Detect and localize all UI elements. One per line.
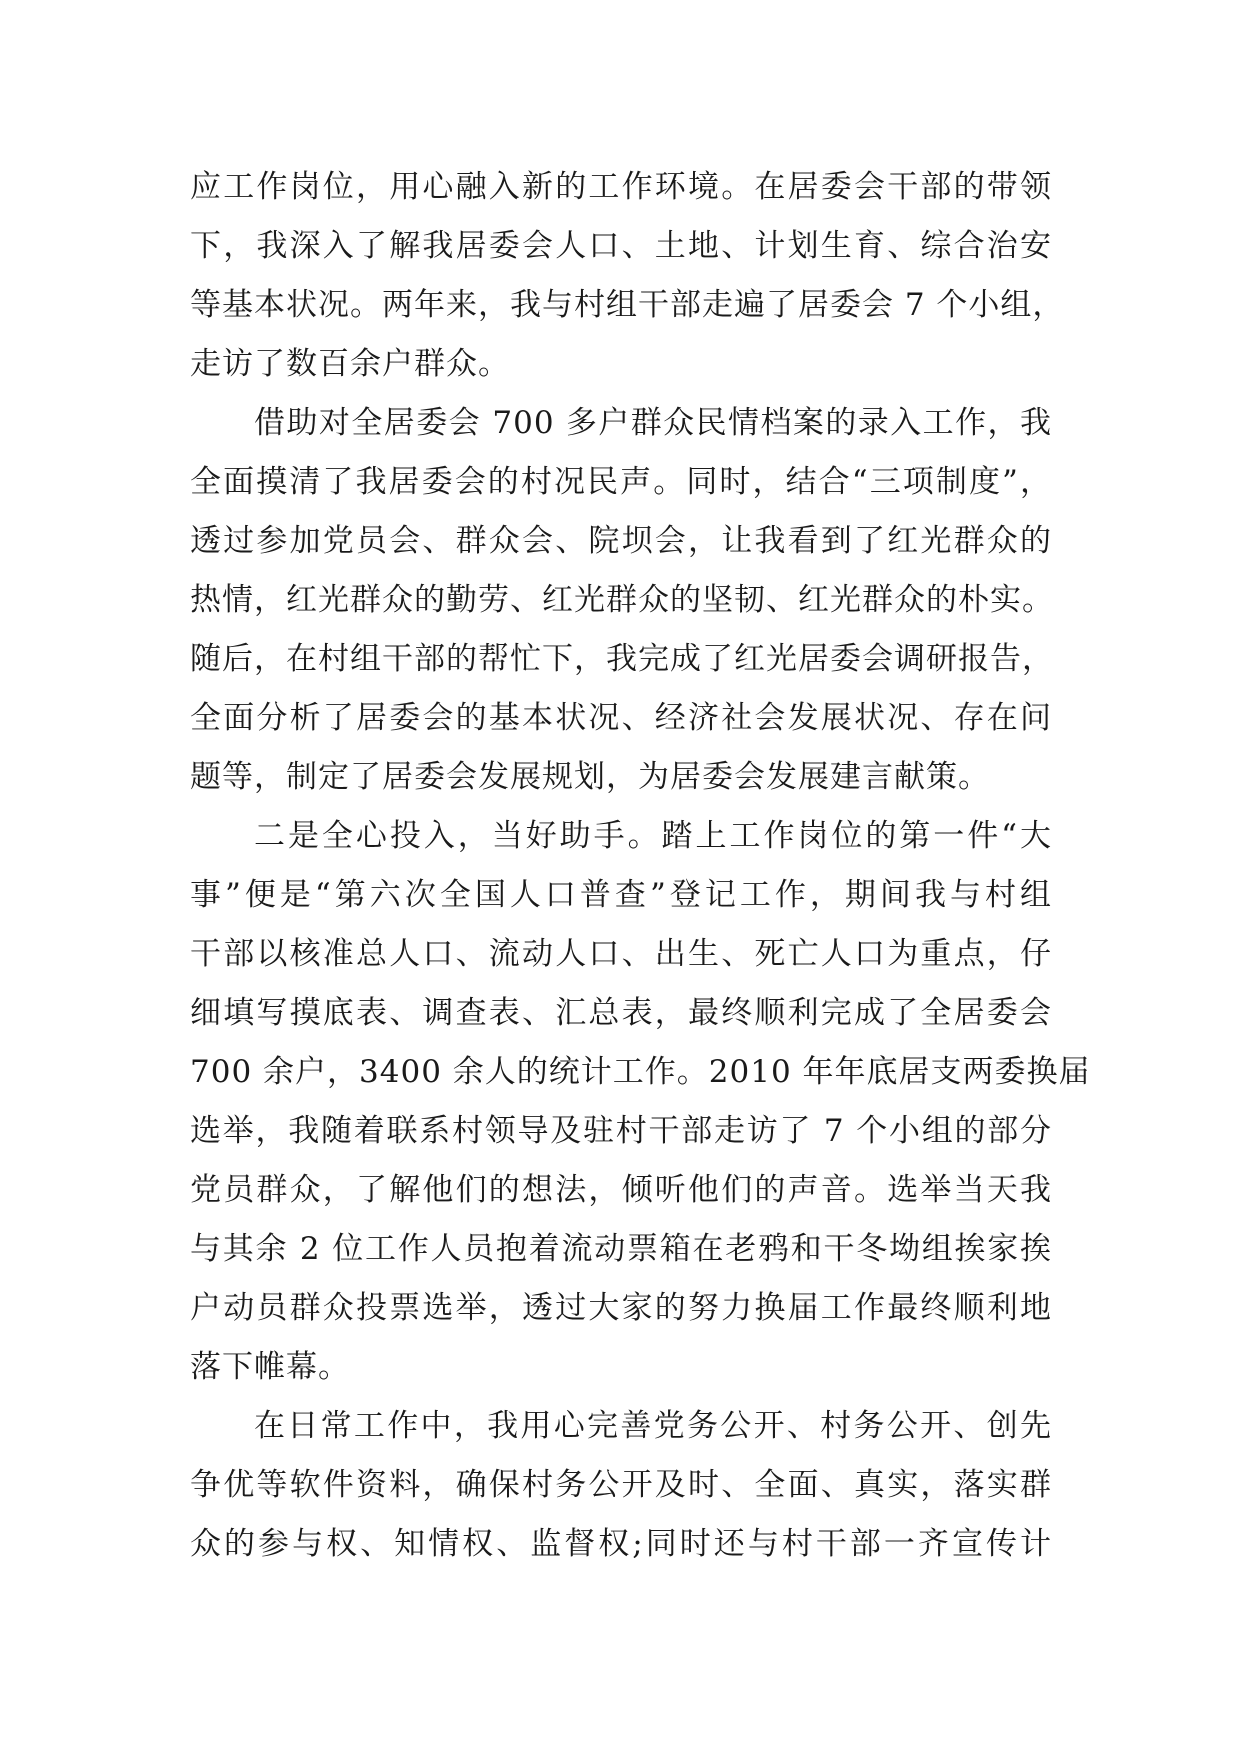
text-line: 事”便是“第六次全国人口普查”登记工作，期间我与村组 — [190, 877, 1052, 913]
body-text — [190, 158, 1091, 1574]
text-line: 二是全心投入，当好助手。踏上工作岗位的第一件“大 — [254, 818, 1052, 854]
text-line: 与其余 2 位工作人员抱着流动票箱在老鸦和干冬坳组挨家挨 — [190, 1231, 1052, 1267]
text-line: 借助对全居委会 700 多户群众民情档案的录入工作，我 — [254, 405, 1052, 441]
text-line: 干部以核准总人口、流动人口、出生、死亡人口为重点，仔 — [190, 936, 1052, 972]
text-line: 透过参加党员会、群众会、院坝会，让我看到了红光群众的 — [190, 523, 1052, 559]
text-line: 选举，我随着联系村领导及驻村干部走访了 7 个小组的部分 — [190, 1113, 1052, 1149]
text-line: 走访了数百余户群众。 — [190, 346, 510, 382]
text-line: 热情，红光群众的勤劳、红光群众的坚韧、红光群众的朴实。 — [190, 582, 1054, 618]
text-line: 全面摸清了我居委会的村况民声。同时，结合“三项制度”， — [190, 464, 1052, 500]
text-line: 700 余户，3400 余人的统计工作。2010 年年底居支两委换届 — [190, 1054, 1091, 1090]
text-line: 党员群众，了解他们的想法，倾听他们的声音。选举当天我 — [190, 1172, 1052, 1208]
text-line: 众的参与权、知情权、监督权;同时还与村干部一齐宣传计 — [190, 1526, 1052, 1562]
text-line: 细填写摸底表、调查表、汇总表，最终顺利完成了全居委会 — [190, 995, 1052, 1031]
text-line: 落下帷幕。 — [190, 1349, 350, 1385]
text-line: 争优等软件资料，确保村务公开及时、全面、真实，落实群 — [190, 1467, 1052, 1503]
text-line: 应工作岗位，用心融入新的工作环境。在居委会干部的带领 — [190, 169, 1052, 205]
text-line: 等基本状况。两年来，我与村组干部走遍了居委会 7 个小组， — [190, 287, 1065, 323]
text-line: 下，我深入了解我居委会人口、土地、计划生育、综合治安 — [190, 228, 1052, 264]
text-line: 随后，在村组干部的帮忙下，我完成了红光居委会调研报告， — [190, 641, 1054, 677]
text-line: 题等，制定了居委会发展规划，为居委会发展建言献策。 — [190, 759, 990, 795]
text-line: 户动员群众投票选举，透过大家的努力换届工作最终顺利地 — [190, 1290, 1052, 1326]
text-line: 全面分析了居委会的基本状况、经济社会发展状况、存在问 — [190, 700, 1052, 736]
text-line: 在日常工作中，我用心完善党务公开、村务公开、创先 — [254, 1408, 1052, 1444]
